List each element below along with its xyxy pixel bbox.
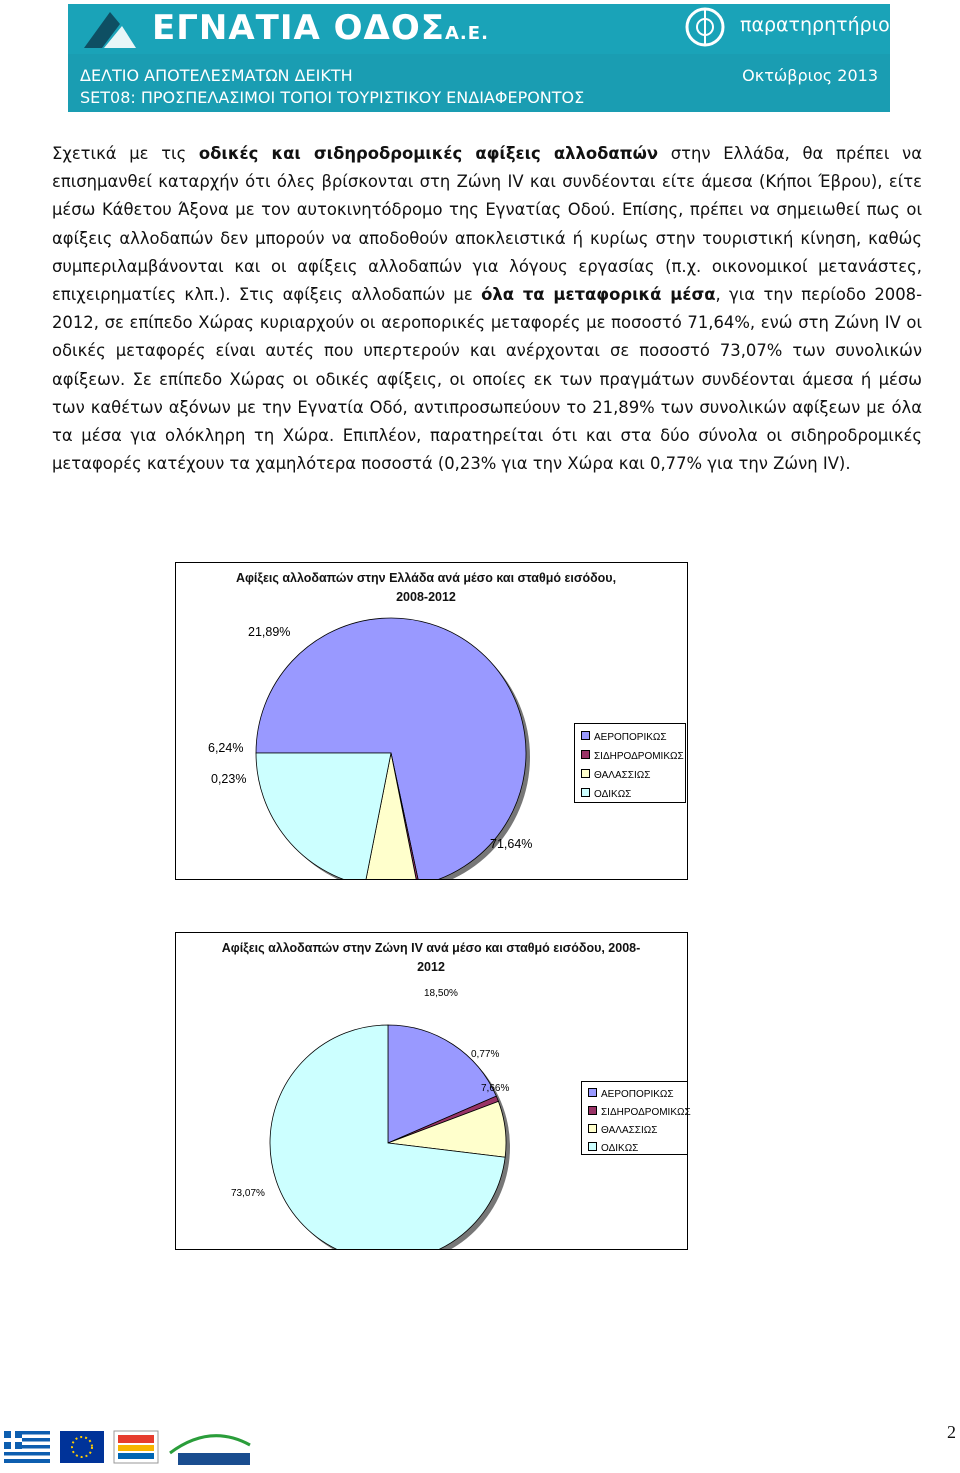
greek-flag-icon — [4, 1431, 50, 1463]
slice-label-air: 18,50% — [424, 988, 458, 999]
logo-title: ΕΓΝΑΤΙΑ ΟΔΟΣΑ.Ε. — [152, 8, 489, 48]
bulletin-title: ΔΕΛΤΙΟ ΑΠΟΤΕΛΕΣΜΑΤΩΝ ΔΕΙΚΤΗ — [80, 66, 353, 85]
chart-legend — [574, 723, 686, 803]
legend-item-rail: ΣΙΔΗΡΟΔΡΟΜΙΚΩΣ — [581, 746, 684, 758]
legend-item-sea: ΘΑΛΑΣΣΙΩΣ — [581, 765, 650, 777]
legend-item-road: ΟΔΙΚΩΣ — [588, 1138, 638, 1150]
observatory-badge — [680, 4, 890, 54]
slice-label-rail: 0,77% — [471, 1049, 500, 1060]
legend-item-rail: ΣΙΔΗΡΟΔΡΟΜΙΚΩΣ — [588, 1102, 691, 1114]
legend-item-road: ΟΔΙΚΩΣ — [581, 784, 631, 796]
pie-chart — [176, 563, 687, 879]
slice-label-road: 73,07% — [231, 1188, 265, 1199]
ep-ep-logo-icon — [166, 1429, 256, 1469]
slice-label-road: 21,89% — [248, 625, 291, 639]
chart-zone-iv-arrivals — [175, 932, 691, 1250]
slice-label-sea: 7,66% — [481, 1083, 510, 1094]
chart-title: Αφίξεις αλλοδαπών στην Ελλάδα ανά μέσο και σταθμό εισόδου, 2008-2012 — [235, 571, 617, 604]
legend-item-sea: ΘΑΛΑΣΣΙΩΣ — [588, 1120, 657, 1132]
chart-title: Αφίξεις αλλοδαπών στην Ζώνη IV ανά μέσο και σταθμό εισόδου, 2008-2012 — [221, 941, 641, 974]
espa-logo-icon — [114, 1431, 158, 1463]
bulletin-date: Οκτώβριος 2013 — [742, 66, 878, 85]
indicator-title: SET08: ΠΡΟΣΠΕΛΑΣΙΜΟΙ ΤΟΠΟΙ ΤΟΥΡΙΣΤΙΚΟΥ ΕΝΔΙΑΦΕΡΟΝΤΟΣ — [80, 88, 585, 107]
chart-legend — [581, 1081, 691, 1155]
chart-greece-arrivals — [175, 562, 688, 880]
observatory-label: παρατηρητήριο — [740, 14, 890, 36]
legend-item-air: ΑΕΡΟΠΟΡΙΚΩΣ — [581, 727, 667, 739]
header-banner — [68, 4, 890, 112]
slice-label-rail: 0,23% — [211, 772, 247, 786]
slice-label-sea: 6,24% — [208, 741, 244, 755]
egnatia-logo-icon — [80, 8, 140, 54]
footer-logos — [0, 1423, 260, 1473]
body-paragraph: Σχετικά με τις οδικές και σιδηροδρομικές αφίξεις αλλοδαπών στην Ελλάδα, θα πρέπει να επισημανθεί καταρχήν ότι όλες βρίσκονται στη Ζώνη IV και συνδέονται είτε άμεσα (Κήποι Έβρου), είτε μέσω Κάθετου Άξονα με τον αυτοκινητόδρομο της Εγνατίας Οδού. Επίσης, πρέπει να σημειωθεί πως οι αφίξεις αλλοδαπών δεν μπορούν να αποδοθούν αποκλειστικά ή κυρίως στην τουριστική κίνηση, καθώς συμπεριλαμβάνονται και οι αφίξεις αλλοδαπών για λόγους εργασίας (π.χ. οικονομικοί μετανάστες, επιχειρηματίες κλπ.). Στις αφίξεις αλλοδαπών με όλα τα μεταφορικά μέσα, για την περίοδο 2008-2012, σε επίπεδο Χώρας κυριαρχούν οι αεροπορικές μεταφορές με ποσοστό 71,64%, ενώ στη Ζώνη IV οι οδικές μεταφορές είναι αυτές που υπερτερούν και ανέρχονται σε ποσοστό 73,07% των συνολικών αφίξεων. Σε επίπεδο Χώρας οι οδικές αφίξεις, οι οποίες εκ των πραγμάτων συνδέονται άμεσα ή μέσω των καθέτων αξόνων με την Εγνατία Οδό, αντιπροσωπεύουν το 21,89% των συνολικών αφίξεων με όλα τα μέσα για ολόκληρη τη Χώρα. Επιπλέον, παρατηρείται ότι και στα δύο σύνολα οι σιδηροδρομικές μεταφορές κατέχουν τα χαμηλότερα ποσοστά (0,23% για την Χώρα και 0,77% για την Ζώνη IV). — [52, 144, 923, 474]
legend-item-air: ΑΕΡΟΠΟΡΙΚΩΣ — [588, 1084, 674, 1096]
observatory-icon — [684, 6, 726, 48]
slice-label-air: 71,64% — [490, 837, 533, 851]
eu-flag-icon — [60, 1431, 104, 1463]
page-number: 2 — [947, 1422, 956, 1442]
